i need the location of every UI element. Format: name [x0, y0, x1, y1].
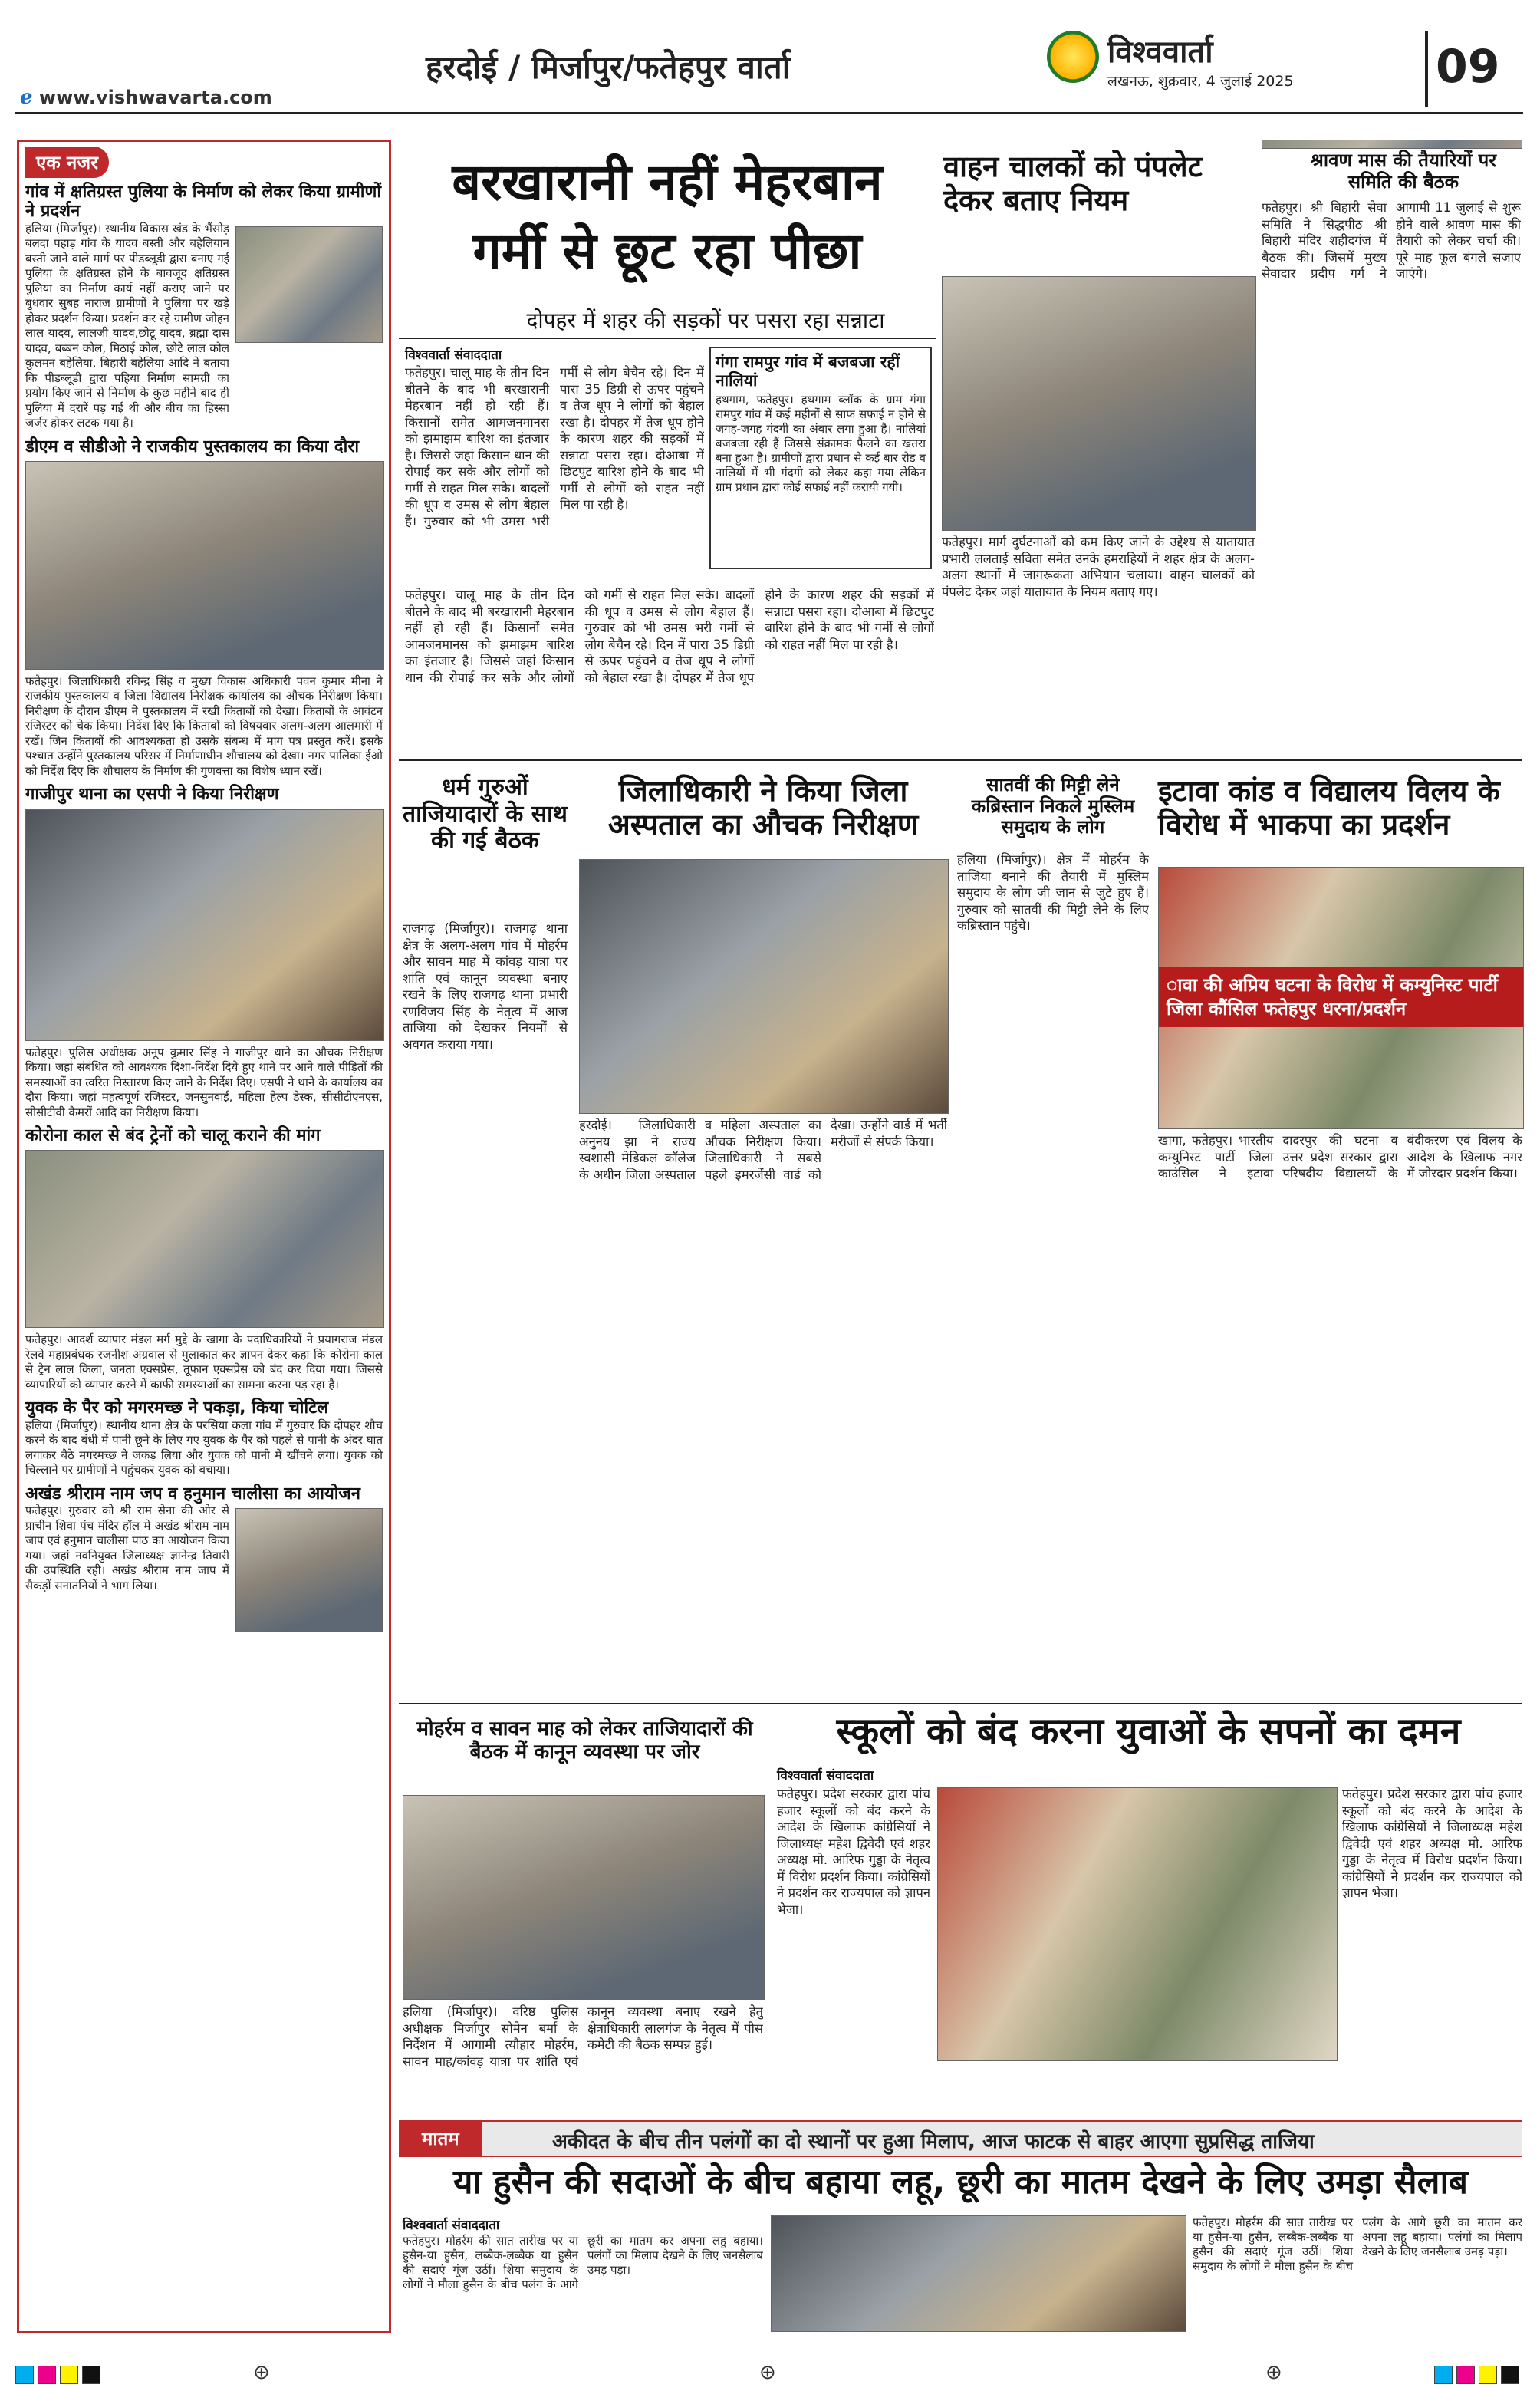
registration-marks [0, 2355, 1540, 2393]
meeting-body: हलिया (मिर्जापुर)। वरिष्ठ पुलिस अधीक्षक मिर्जापुर सोमेन बर्मा के निर्देशन में आगामी त्यौहार मोहर्रम, सावन माह/कांवड़ यात्रा पर शांति एवं कानून व्यवस्था बनाए रखने हेतु क्षेत्राधिकारी लालगंज के नेतृत्व में पीस कमेटी की बैठक सम्पन्न हुई। [403, 2004, 763, 2069]
schools-body: फतेहपुर। प्रदेश सरकार द्वारा पांच हजार स्कूलों को बंद करने के आदेश के खिलाफ कांग्रेसियों ने जिलाध्यक्ष महेश द्विवेदी एवं शहर अध्यक्ष मो. आरिफ गुड्डा के नेतृत्व में विरोध प्रदर्शन किया। कांग्रेसियों ने प्रदर्शन कर राज्यपाल को ज्ञापन भेजा। [777, 1787, 930, 1917]
dateline: लखनऊ, शुक्रवार, 4 जुलाई 2025 [1107, 73, 1294, 90]
registration-mark-icon: ⊕ [1265, 2361, 1282, 2384]
item-headline: अखंड श्रीराम नाम जप व हनुमान चालीसा का आयोजन [25, 1484, 360, 1504]
hospital-photo [579, 859, 949, 1114]
matam-tag: मातम [399, 2122, 482, 2156]
page-number: 09 [1436, 40, 1500, 94]
lead-byline: विश्ववार्ता संवाददाता [405, 347, 502, 363]
matam-strip [399, 2120, 1522, 2157]
swatch-yellow [60, 2366, 78, 2384]
item-photo [25, 809, 384, 1041]
item-photo [235, 1508, 383, 1632]
rule [399, 338, 936, 339]
swatch-cyan [15, 2366, 34, 2384]
hospital-headline: जिलाधिकारी ने किया जिला अस्पताल का औचक निरीक्षण [607, 774, 919, 842]
brand-logo-icon [1047, 31, 1099, 83]
meeting-photo [403, 1795, 765, 2000]
kabristan-body: हलिया (मिर्जापुर)। क्षेत्र में मोहर्रम के ताजिया बनाने की तैयारी में मुस्लिम समुदाय के लोग जी जान से जुटे हुए हैं। गुरुवार को सातवीं की मिट्टी लेने के लिए कब्रिस्तान पहुंचे। [957, 852, 1149, 933]
schools-photo [937, 1787, 1338, 2061]
schools-body-cont [1342, 1786, 1522, 2116]
ie-icon: ℯ [20, 86, 33, 109]
matam-body: फतेहपुर। मोहर्रम की सात तारीख पर या हुसैन-या हुसैन, लब्बैक-लब्बैक या हुसैन की सदाएं गूंज उठीं। शिया समुदाय के लोगों ने मौला हुसैन के बीच पलंग के आगे छूरी का मातम कर अपना लहू बहाया। पलंगों का मिलाप देखने के लिए जनसैलाब उमड़ पड़ा। [403, 2234, 763, 2291]
matam-body-cont [1193, 2215, 1522, 2330]
page-header [0, 0, 1540, 115]
item-body: हलिया (मिर्जापुर)। स्थानीय थाना क्षेत्र के परसिया कला गांव में गुरुवार कि दोपहर शौच करने के बाद बंधी में पानी छूने के लिए गए युवक के पैर को पहले से पानी के अंदर घात लगाकर बैठे मगरमच्छ ने जकड़ लिया और युवक को पानी में खींचने लगा। युवक को चिल्लाने पर ग्रामीणों ने पहुंचकर युवक को बचाया। [25, 1418, 383, 1477]
news-item [25, 785, 383, 1120]
section-label: एक नजर [25, 147, 109, 178]
registration-mark-icon: ⊕ [253, 2361, 270, 2384]
item-body: हलिया (मिर्जापुर)। स्थानीय विकास खंड के भैंसोड़ बलदा पहाड़ गांव के यादव बस्ती और बहेलियान बस्ती जाने वाले मार्ग पर पीडब्लूडी द्वारा बनाए गई पुलिया के क्षतिग्रस्त होने के बावजूद क्षतिग्रस्त पुलिया का निर्माण कार्य नहीं कराए जाने पर बुधवार सुबह नाराज ग्रामीणों ने पुलिया पर खड़े होकर प्रदर्शन किया। प्रदर्शन कर रहे ग्रामीण जोहन लाल यादव, लालजी यादव,छोटू यादव, ब्रह्मा दास यादव, बब्बन कोल, मिठाई कोल, छोटे लाल कोल कुलमन बहेलिया, बिहारी बहेलिया आदि ने बताया कि पीडब्लूडी द्वारा पहिया निर्माण सामग्री का प्रयोग किए जाने से निर्माण के कुछ महीने बाद ही पुलिया में दरारें पड़ गई थी और बीच का हिस्सा जर्जर होकर लटक गया है। [25, 221, 229, 430]
religious-body: राजगढ़ (मिर्जापुर)। राजगढ़ थाना क्षेत्र के अलग-अलग गांव में मोहर्रम और सावन माह में कांवड़ यात्रा पर शांति एवं कानून व्यवस्था बनाए रखने के लिए राजगढ़ थाना प्रभारी रणविजय सिंह के नेतृत्व में आज ताजिया को देखकर नियमों से अवगत कराया गया। [403, 921, 568, 1052]
protest-photo [1158, 867, 1524, 1129]
item-headline: डीएम व सीडीओ ने राजकीय पुस्तकालय का किया दौरा [25, 436, 360, 456]
schools-headline: स्कूलों को बंद करना युवाओं के सपनों का दमन [836, 1710, 1461, 1753]
kabristan-headline: सातवीं की मिट्टी लेने कब्रिस्तान निकले मुस्लिम समुदाय के लोग [971, 774, 1135, 838]
item-headline: गाजीपुर थाना का एसपी ने किया निरीक्षण [25, 785, 279, 805]
vehicle-photo [942, 276, 1256, 531]
protest-body: खागा, फतेहपुर। भारतीय कम्युनिस्ट पार्टी जिला काउंसिल ने इटावा दादरपुर की घटना व उत्तर प्रदेश सरकार द्वारा परिषदीय विद्यालयों के बंदीकरण एवं विलय के आदेश के खिलाफ नगर में जोरदार प्रदर्शन किया। [1158, 1133, 1522, 1181]
protest-banner: ावा की अप्रिय घटना के विरोध में कम्युनिस्ट पार्टी जिला कौंसिल फतेहपुर धरना/प्रदर्शन [1159, 967, 1523, 1027]
brand-name: विश्ववार्ता [1107, 35, 1213, 70]
website-link[interactable]: ℯ www.vishwavarta.com [20, 86, 272, 109]
header-title: हरदोई / मिर्जापुर/फतेहपुर वार्ता [426, 48, 791, 86]
swatch-black [82, 2366, 100, 2384]
item-body: फतेहपुर। जिलाधिकारी रविन्द्र सिंह व मुख्य विकास अधिकारी पवन कुमार मीना ने राजकीय पुस्तकालय व जिला विद्यालय निरीक्षक कार्यालय का औचक निरीक्षण किया। निरीक्षण के दौरान डीएम ने पुस्तकालय में रखी किताबों को देखा। किताबों के आवंटन रजिस्टर को चेक किया। निर्देश दिए कि किताबों को विषयवार अलग-अलग आलमारी में रखें। जिन किताबों की आवश्यकता हो उसके संबन्ध में मांग पत्र प्रस्तुत करें। इसके पश्चात उन्होंने पुस्तकालय परिसर में निर्माणाधीन शौचालय को देखा। नगर पालिका ईओ को निर्देश दिए कि शौचालय के निर्माण की गुणवत्ता का विशेष ध्यान रखें। [25, 674, 383, 778]
matam-headline: या हुसैन की सदाओं के बीच बहाया लहू, छूरी का मातम देखने के लिए उमड़ा सैलाब [453, 2162, 1468, 2202]
vehicle-body: फतेहपुर। मार्ग दुर्घटनाओं को कम किए जाने के उद्देश्य से यातायात प्रभारी ललताई सविता समेत उनके हमराहियों ने शहर क्षेत्र के अलग-अलग स्थानों में जागरूकता अभियान चलाया। वाहन चालकों को पंपलेट देकर जहां यातायात के नियम बताए गए। [942, 535, 1255, 599]
item-body: फतेहपुर। आदर्श व्यापार मंडल मर्ग मुद्दे के खागा के पदाधिकारियों ने प्रयागराज मंडल रेलवे महाप्रबंधक रजनीश अग्रवाल से मुलाकात कर ज्ञापन देकर कहा कि कोरोना काल से ट्रेन लाल किला, जनता एक्सप्रेस, तूफान एक्सप्रेस को बंद कर दिया गया। जिससे व्यापारियों को व्यापार करने में काफी समस्याओं का सामना करना पड़ रहा है। [25, 1332, 383, 1392]
item-photo [25, 461, 384, 670]
item-headline: युवक के पैर को मगरमच्छ ने पकड़ा, किया चोटिल [25, 1398, 329, 1418]
matam-photo [771, 2215, 1186, 2332]
news-item [25, 183, 383, 431]
lead-body-cont [405, 587, 934, 756]
left-column [17, 140, 391, 2333]
page-number-divider [1425, 31, 1428, 107]
news-item [25, 1484, 383, 1593]
item-headline: गांव में क्षतिग्रस्त पुलिया के निर्माण को लेकर किया ग्रामीणों ने प्रदर्शन [25, 183, 382, 222]
registration-mark-icon: ⊕ [759, 2361, 776, 2384]
shravan-headline: श्रावण मास की तैयारियों पर समिति की बैठक [1310, 150, 1497, 193]
shravan-top-photo [1262, 140, 1522, 149]
box-headline: गंगा रामपुर गांव में बजबजा रहीं नालियां [716, 353, 900, 390]
item-headline: कोरोना काल से बंद ट्रेनों को चालू कराने की मांग [25, 1126, 321, 1146]
color-swatches [1434, 2366, 1519, 2387]
shravan-body: फतेहपुर। श्री बिहारी सेवा समिति ने सिद्धपीठ श्री बिहारी मंदिर शहीदगंज में बैठक की। जिसमें मुख्य सेवादार प्रदीप गर्ग ने आगामी 11 जुलाई से शुरू होने वाले श्रावण मास की तैयारी को लेकर चर्चा की। पूरे माह फूल बंगले सजाए जाएंगे। [1262, 200, 1521, 281]
item-body: फतेहपुर। गुरुवार को श्री राम सेना की ओर से प्राचीन शिवा पंच मंदिर हॉल में अखंड श्रीराम नाम जाप एवं हनुमान चालीसा पाठ का आयोजन किया गया। जहां नवनियुक्त जिलाध्यक्ष ज्ञानेन्द्र तिवारी की उपस्थिति रही। अखंड श्रीराम नाम जाप में सैकड़ों सनातनियों ने भाग लिया। [25, 1504, 229, 1592]
item-photo [25, 1150, 384, 1328]
box-body: हथगाम, फतेहपुर। हथगाम ब्लॉक के ग्राम गंगा रामपुर गांव में कई महीनों से साफ सफाई न होने से जगह-जगह गंदगी का अंबार लगा हुआ है। नालियां बजबजा रही हैं जिससे संक्रामक फैलने का खतरा बना हुआ है। ग्रामीणों द्वारा प्रधान से कई बार रोड व नालियों में भी गंदगी को लेकर कहा गया लेकिन ग्राम प्रधान द्वारा कोई सफाई नहीं करायी गयी। [716, 393, 926, 495]
lead-headline-1: बरखारानी नहीं मेहरबान [452, 153, 883, 212]
rule [399, 759, 1522, 761]
lead-body-text: फतेहपुर। चालू माह के तीन दिन बीतने के बाद भी बरखारानी मेहरबान नहीं हो रही हैं। किसानों समेत आमजनमानस को झमाझम बारिश का इंतजार है। जिससे जहां किसान धान की रोपाई कर सके और लोगों को गर्मी से राहत मिल सके। बादलों की धूप व उमस से लोग बेहाल हैं। गुरुवार को भी उमस भरी गर्मी से लोग बेचैन रहे। दिन में पारा 35 डिग्री से ऊपर पहुंचने व तेज धूप ने लोगों को बेहाल रखा है। दोपहर में तेज धूप होने के कारण शहर की सड़कों में सन्नाटा पसरा रहा। दोआबा में छिटपुट बारिश होने के बाद भी गर्मी से लोगों को राहत नहीं मिल पा रही है। [405, 588, 934, 685]
news-item [25, 437, 383, 779]
schools-byline: विश्ववार्ता संवाददाता [777, 1768, 874, 1783]
swatch-yellow [1479, 2366, 1497, 2384]
swatch-cyan [1434, 2366, 1453, 2384]
religious-headline: धर्म गुरुओं ताजियादारों के साथ की गई बैठक [403, 774, 568, 854]
lead-subhead: दोपहर में शहर की सड़कों पर पसरा रहा सन्नाटा [526, 308, 885, 333]
item-body: फतेहपुर। पुलिस अधीक्षक अनूप कुमार सिंह ने गाजीपुर थाने का औचक निरीक्षण किया। जहां संबंधित को आवश्यक दिशा-निर्देश दिये हुए थाने पर आने वाले पीड़ितों की समस्याओं का त्वरित निस्तारण किए जाने के निर्देश दिए। एसपी ने थाने के कार्यालय का दौरा किया। जहां महत्वपूर्ण रजिस्टर, जनसुनवाई, महिला हेल्प डेस्क, सीसीटीएनएस, सीसीटीवी कैमरों आदि का निरीक्षण किया। [25, 1045, 383, 1119]
box-story [709, 347, 932, 569]
swatch-magenta [38, 2366, 56, 2384]
news-item [25, 1126, 383, 1392]
vehicle-headline: वाहन चालकों को पंपलेट देकर बताए नियम [943, 150, 1203, 217]
schools-body-text: फतेहपुर। प्रदेश सरकार द्वारा पांच हजार स्कूलों को बंद करने के आदेश के खिलाफ कांग्रेसियों ने जिलाध्यक्ष महेश द्विवेदी एवं शहर अध्यक्ष मो. आरिफ गुड्डा के नेतृत्व में विरोध प्रदर्शन किया। कांग्रेसियों ने प्रदर्शन कर राज्यपाल को ज्ञापन भेजा। [1342, 1787, 1522, 1900]
matam-body-text: फतेहपुर। मोहर्रम की सात तारीख पर या हुसैन-या हुसैन, लब्बैक-लब्बैक या हुसैन की सदाएं गूंज उठीं। शिया समुदाय के लोगों ने मौला हुसैन के बीच पलंग के आगे छूरी का मातम कर अपना लहू बहाया। पलंगों का मिलाप देखने के लिए जनसैलाब उमड़ पड़ा। [1193, 2215, 1522, 2273]
protest-headline: इटावा कांड व विद्यालय विलय के विरोध में भाकपा का प्रदर्शन [1158, 774, 1500, 842]
meeting-headline: मोहर्रम व सावन माह को लेकर ताजियादारों की बैठक में कानून व्यवस्था पर जोर [416, 1718, 753, 1764]
news-item [25, 1398, 383, 1477]
lead-headline-2: गर्मी से छूट रहा पीछा [472, 222, 862, 281]
rule [399, 1703, 1522, 1704]
hospital-body: हरदोई। जिलाधिकारी अनुनय झा ने राज्य स्वशासी मेडिकल कॉलेज के अधीन जिला अस्पताल व महिला अस्पताल का औचक निरीक्षण किया। जिलाधिकारी ने सबसे पहले इमरजेंसी वार्ड को देखा। उन्होंने वार्ड में भर्ती मरीजों से संपर्क किया। [579, 1118, 947, 1182]
color-swatches [15, 2366, 100, 2387]
swatch-black [1501, 2366, 1519, 2384]
swatch-magenta [1456, 2366, 1475, 2384]
matam-byline: विश्ववार्ता संवाददाता [403, 2218, 500, 2233]
header-rule [15, 112, 1523, 114]
item-photo [235, 226, 383, 343]
lead-body: फतेहपुर। चालू माह के तीन दिन बीतने के बाद भी बरखारानी मेहरबान नहीं हो रही हैं। किसानों समेत आमजनमानस को झमाझम बारिश का इंतजार है। जिससे जहां किसान धान की रोपाई कर सके और लोगों को गर्मी से राहत मिल सके। बादलों की धूप व उमस से लोग बेहाल हैं। गुरुवार को भी उमस भरी गर्मी से लोग बेचैन रहे। दिन में पारा 35 डिग्री से ऊपर पहुंचने व तेज धूप ने लोगों को बेहाल रखा है। दोपहर में तेज धूप होने के कारण शहर की सड़कों में सन्नाटा पसरा रहा। दोआबा में छिटपुट बारिश होने के बाद भी गर्मी से लोगों को राहत नहीं मिल पा रही है। [405, 365, 704, 529]
matam-strip-text: अकीदत के बीच तीन पलंगों का दो स्थानों पर हुआ मिलाप, आज फाटक से बाहर आएगा सुप्रसिद्ध ताजिया [552, 2130, 1315, 2153]
